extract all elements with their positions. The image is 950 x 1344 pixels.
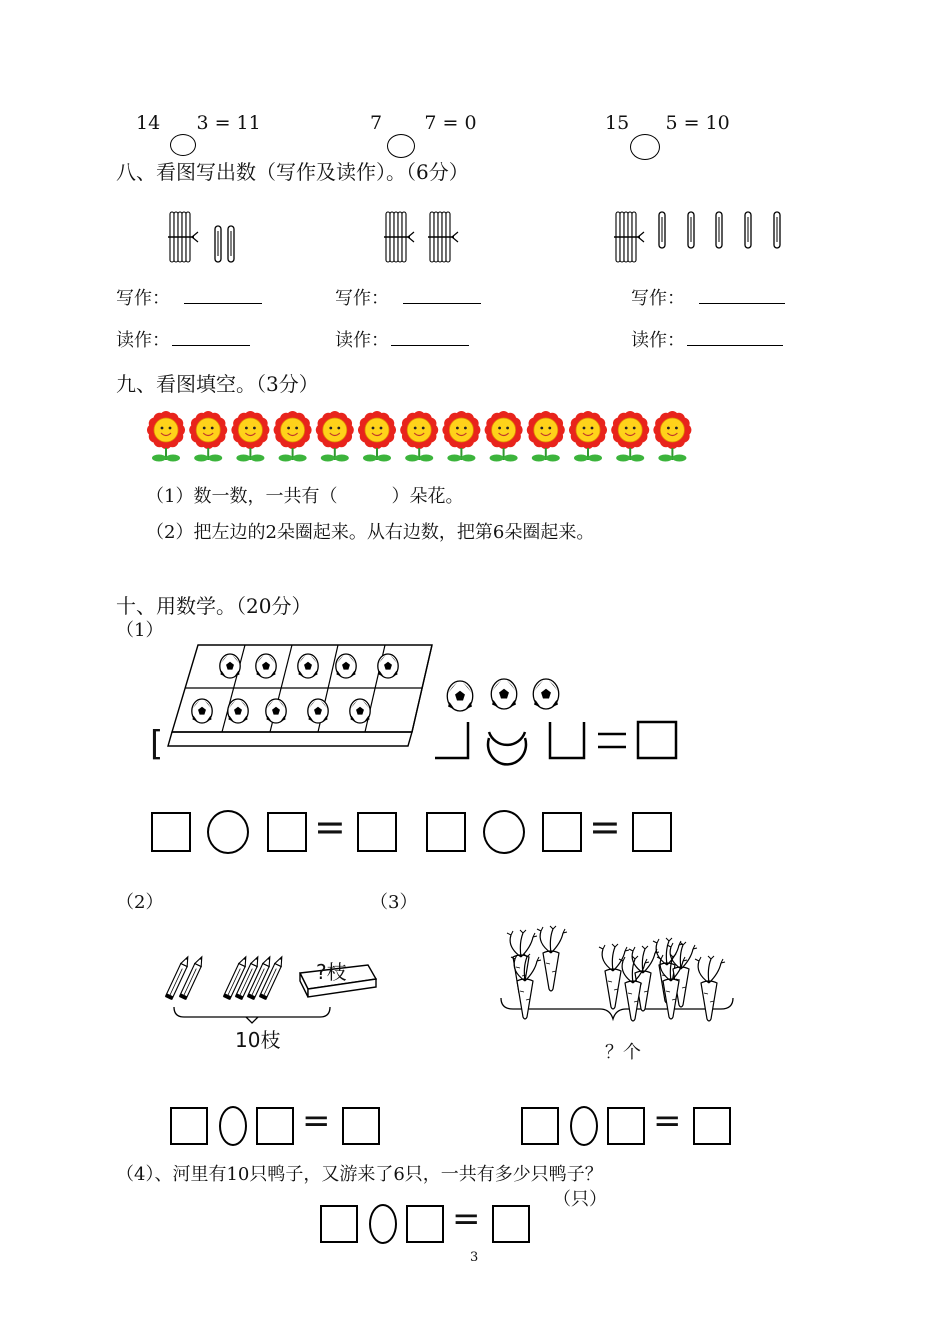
flower-icon [611, 411, 649, 462]
stick-bundle [384, 212, 414, 262]
single-stick [659, 212, 665, 248]
operator-circle[interactable] [570, 1106, 598, 1146]
soccer-ball-icon [533, 679, 559, 709]
operator-circle[interactable] [483, 810, 525, 854]
answer-box[interactable] [357, 812, 397, 852]
equals-sign: = [589, 805, 621, 849]
bracket-mark: [ [150, 724, 164, 764]
soccer-ball-icon [228, 699, 248, 723]
carrot-icon [599, 944, 629, 1009]
read-line-3[interactable]: 读作： [631, 326, 783, 352]
answer-box[interactable] [151, 812, 191, 852]
carrots-figure [495, 925, 745, 1035]
answer-box[interactable] [426, 812, 466, 852]
answer-box[interactable] [267, 812, 307, 852]
operator-circle[interactable] [219, 1106, 247, 1146]
answer-box[interactable] [406, 1205, 444, 1243]
equation-1: 14 3 = 11 [136, 112, 261, 134]
equation-row-1[interactable] [432, 716, 682, 764]
flower-row[interactable] [145, 410, 705, 462]
soccer-ball-icon [266, 699, 286, 723]
flower-icon [316, 411, 354, 462]
problem-3-label: （3） [370, 892, 418, 913]
write-line-2[interactable]: 写作： [335, 284, 481, 310]
carrot-icon [537, 926, 567, 991]
operator-circle[interactable] [369, 1204, 397, 1244]
equals-sign: = [314, 805, 346, 849]
soccer-ball-icon [192, 699, 212, 723]
section-8-title: 八、看图写出数（写作及读作）。（6分） [116, 160, 469, 184]
stick-bundle [614, 212, 644, 262]
single-stick [688, 212, 694, 248]
answer-box[interactable] [320, 1205, 358, 1243]
answer-box[interactable] [256, 1107, 294, 1145]
flower-icon [400, 411, 438, 462]
soccer-balls [440, 672, 570, 720]
flower-icon [358, 411, 396, 462]
flower-icon [527, 411, 565, 462]
operator-circle[interactable] [207, 810, 249, 854]
stick-bundle [168, 212, 198, 262]
question-9-2: （2）把左边的2朵圈起来。从右边数，把第6朵圈起来。 [146, 522, 595, 543]
ball-tray-figure [150, 640, 450, 760]
write-line-1[interactable]: 写作： [116, 284, 262, 310]
flower-icon [442, 411, 480, 462]
stick-bundle [428, 212, 458, 262]
soccer-ball-icon [378, 654, 398, 678]
read-line-1[interactable]: 读作： [116, 326, 250, 352]
single-stick [745, 212, 751, 248]
problem-4-text: （4）、河里有10只鸭子，又游来了6只，一共有多少只鸭子？ [116, 1164, 603, 1185]
page-number: 3 [470, 1250, 479, 1265]
single-stick [228, 226, 234, 262]
soccer-ball-icon [298, 654, 318, 678]
equals-sign: = [302, 1101, 331, 1141]
equation-3: 15 5 = 10 [605, 112, 730, 134]
write-line-3[interactable]: 写作： [631, 284, 785, 310]
flower-icon [569, 411, 607, 462]
answer-box[interactable] [607, 1107, 645, 1145]
pencil-box-label: ?枝 [316, 960, 347, 984]
soccer-ball-icon [350, 699, 370, 723]
flower-icon [274, 411, 312, 462]
soccer-ball-icon [447, 681, 473, 711]
equals-sign: = [452, 1199, 481, 1239]
flower-icon [147, 411, 185, 462]
carrot-icon [695, 956, 725, 1021]
problem-1-label: （1） [116, 620, 164, 641]
section-9-title: 九、看图填空。（3分） [116, 372, 319, 396]
answer-box[interactable] [342, 1107, 380, 1145]
answer-box[interactable] [521, 1107, 559, 1145]
equation-2: 7 7 = 0 [370, 112, 477, 134]
answer-box[interactable] [542, 812, 582, 852]
flower-icon [653, 411, 691, 462]
answer-box[interactable] [632, 812, 672, 852]
answer-box[interactable] [492, 1205, 530, 1243]
soccer-ball-icon [308, 699, 328, 723]
problem-2-label: （2） [116, 892, 164, 913]
question-9-1: （1）数一数，一共有（ ）朵花。 [146, 486, 464, 507]
flower-icon [231, 411, 269, 462]
single-stick [215, 226, 221, 262]
single-stick [716, 212, 722, 248]
carrots-question-label: ？个 [605, 1042, 641, 1063]
flower-icon [189, 411, 227, 462]
soccer-ball-icon [491, 679, 517, 709]
single-stick [774, 212, 780, 248]
read-line-2[interactable]: 读作： [335, 326, 469, 352]
soccer-ball-icon [220, 654, 240, 678]
pencils-total-label: 10枝 [235, 1028, 281, 1052]
flower-icon [485, 411, 523, 462]
answer-box[interactable] [170, 1107, 208, 1145]
soccer-ball-icon [336, 654, 356, 678]
soccer-ball-icon [256, 654, 276, 678]
counting-sticks-figure [0, 0, 950, 300]
answer-box[interactable] [693, 1107, 731, 1145]
section-10-title: 十、用数学。（20分） [116, 594, 312, 618]
equals-sign: = [653, 1101, 682, 1141]
unit-label: （只） [553, 1189, 607, 1210]
